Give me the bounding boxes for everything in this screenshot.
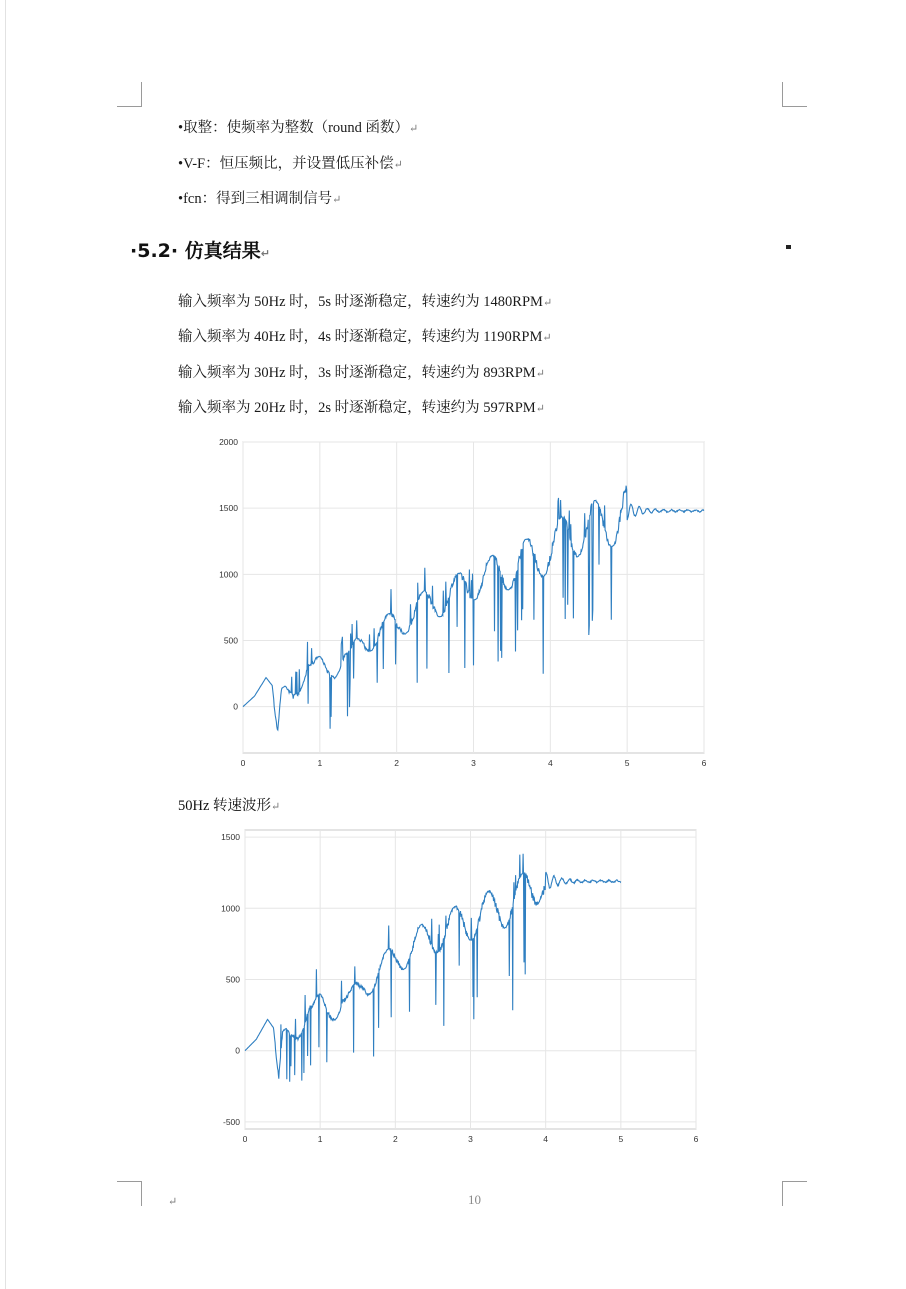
- bullet-text: •fcn：得到三相调制信号: [178, 191, 333, 207]
- figure-caption: [178, 794, 280, 815]
- bullet-round: [178, 116, 418, 137]
- result-text: 输入频率为 40Hz 时，4s 时逐渐稳定，转速约为 1190RPM: [178, 329, 543, 345]
- bullet-fcn: [178, 187, 341, 208]
- y-tick-label: 1000: [221, 903, 240, 914]
- paragraph-mark-icon: ↵: [409, 123, 419, 135]
- x-tick-label: 2: [392, 1134, 398, 1144]
- x-tick-label: 0: [240, 758, 246, 768]
- paragraph-mark-icon: ↵: [260, 247, 270, 260]
- paragraph-mark-icon: ↵: [535, 368, 545, 380]
- y-tick-label: 2000: [219, 437, 238, 447]
- x-tick-label: 4: [547, 758, 553, 768]
- x-tick-label: 1: [317, 758, 323, 768]
- speed-chart-40hz: [205, 825, 725, 1162]
- x-tick-label: 0: [242, 1134, 248, 1144]
- paragraph-mark-icon: ↵: [271, 801, 281, 813]
- result-text: 输入频率为 20Hz 时，2s 时逐渐稳定，转速约为 597RPM: [178, 400, 536, 416]
- paragraph-mark-icon: ↵: [535, 403, 545, 415]
- y-tick-label: 0: [235, 1045, 240, 1056]
- crop-mark-bottom-right: [782, 1181, 807, 1206]
- x-tick-label: 6: [701, 758, 707, 768]
- heading-text: ·5.2· 仿真结果: [130, 240, 261, 262]
- bullet-text: •V-F：恒压频比，并设置低压补偿: [178, 156, 394, 172]
- result-text: 输入频率为 30Hz 时，3s 时逐渐稳定，转速约为 893RPM: [178, 365, 536, 381]
- chart-svg: [205, 825, 725, 1157]
- y-tick-label: 1000: [219, 569, 238, 580]
- paragraph-mark-icon: ↵: [542, 297, 553, 309]
- y-tick-label: 1500: [219, 503, 238, 514]
- result-line-30hz: [178, 361, 545, 382]
- x-tick-label: 3: [468, 1134, 473, 1144]
- y-tick-label: 500: [225, 974, 240, 985]
- x-tick-label: 5: [618, 1134, 624, 1144]
- page-number: 10: [468, 1192, 481, 1207]
- result-line-40hz: [178, 325, 552, 346]
- x-tick-label: 4: [543, 1134, 549, 1144]
- x-tick-label: 3: [471, 758, 476, 768]
- result-text: 输入频率为 50Hz 时，5s 时逐渐稳定，转速约为 1480RPM: [178, 294, 543, 310]
- x-tick-label: 5: [624, 758, 630, 768]
- caption-text: 50Hz 转速波形: [178, 798, 272, 814]
- bullet-text: •取整：使频率为整数（round 函数）: [178, 120, 410, 136]
- section-heading: [130, 236, 270, 263]
- x-tick-label: 1: [317, 1134, 323, 1144]
- crop-mark-top-left: [117, 82, 142, 107]
- y-tick-label: -500: [222, 1116, 240, 1127]
- x-tick-label: 6: [693, 1134, 699, 1144]
- result-line-50hz: [178, 290, 552, 311]
- y-tick-label: 500: [223, 635, 238, 646]
- paragraph-mark-icon: ↵: [332, 194, 342, 206]
- crop-mark-top-right: [782, 82, 807, 107]
- y-tick-label: 1500: [221, 832, 240, 843]
- result-line-20hz: [178, 396, 545, 417]
- bullet-vf: [178, 152, 403, 173]
- crop-mark-bottom-left: [117, 1181, 142, 1206]
- speed-chart-50hz: [205, 432, 725, 782]
- page-edge-line: [5, 0, 6, 1289]
- paragraph-mark-icon: ↵: [542, 332, 552, 344]
- paragraph-mark-icon: ↵: [168, 1196, 178, 1208]
- x-tick-label: 2: [394, 758, 400, 768]
- paragraph-mark-icon: ↵: [393, 159, 403, 171]
- heading-marker: [786, 245, 791, 249]
- y-tick-label: 0: [233, 701, 238, 712]
- chart-svg: [205, 432, 725, 777]
